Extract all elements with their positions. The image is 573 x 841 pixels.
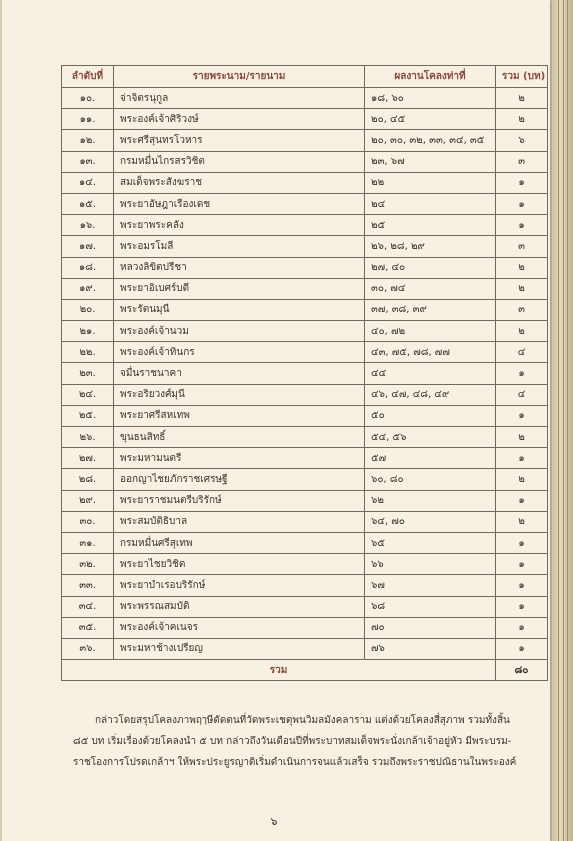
table-row [62,554,548,575]
row-name: พระองค์เจ้าคเนจร [114,617,365,638]
row-total: ๑ [496,554,548,575]
row-total: ๔ [496,384,548,405]
total-label: รวม [62,660,496,681]
row-total: ๑ [496,405,548,426]
header-order: ลำดับที่ [62,66,114,88]
row-total: ๒ [496,109,548,130]
row-total: ๒ [496,427,548,448]
row-order: ๑๗. [62,236,114,257]
row-order: ๓๐. [62,511,114,532]
table-row [62,88,548,109]
table-row [62,342,548,363]
table-row [62,193,548,214]
row-name: ออกญาไชยภักราชเศรษฐี [114,469,365,490]
row-name: พระสมบัติธิบาล [114,511,365,532]
row-poems: ๔๖, ๔๗, ๔๘, ๔๙ [365,384,496,405]
row-name: พระยาราชมนตรีบริรักษ์ [114,490,365,511]
row-name: พระพรรณสมบัติ [114,596,365,617]
row-name: พระยาบำเรอบริรักษ์ [114,575,365,596]
row-name: พระรัตนมุนี [114,299,365,320]
table-row [62,511,548,532]
page-number: ๖ [270,815,278,828]
header-total: รวม (บท) [496,66,548,88]
table-row [62,617,548,638]
table-row [62,448,548,469]
row-poems: ๔๐, ๗๒ [365,321,496,342]
row-name: พระอริยวงศ์มุนี [114,384,365,405]
row-poems: ๖๗ [365,575,496,596]
row-order: ๒๖. [62,427,114,448]
row-name: พระยาอัษฎาเรืองเดช [114,193,365,214]
row-total: ๒ [496,88,548,109]
row-total: ๑ [496,638,548,659]
paragraph-line: กล่าวโดยสรุปโคลงภาพฤๅษีดัดตนที่วัดพระเชตุพนวิมลมังคลาราม แต่งด้วยโคลงสี่สุภาพ รวมทั้งสิ้น [95,715,510,726]
row-poems: ๒๒ [365,172,496,193]
row-name: พระองค์เจ้าทินกร [114,342,365,363]
row-order: ๓๑. [62,532,114,553]
row-order: ๒๗. [62,448,114,469]
table-row [62,490,548,511]
row-poems: ๕๗ [365,448,496,469]
row-name: สมเด็จพระสังฆราช [114,172,365,193]
row-poems: ๒๓, ๖๗ [365,151,496,172]
row-total: ๑ [496,575,548,596]
row-poems: ๒๕ [365,215,496,236]
row-total: ๑ [496,532,548,553]
table-row [62,596,548,617]
row-order: ๒๐. [62,299,114,320]
row-poems: ๖๕ [365,532,496,553]
row-poems: ๒๔ [365,193,496,214]
row-poems: ๗๐ [365,617,496,638]
paragraph-line: ๘๕ บท เริ่มเรื่องด้วยโคลงนำ ๕ บท กล่าวถึงวันเดือนปีที่พระบาทสมเด็จพระนั่งเกล้าเจ้าอยู่หัว มีพระบรม- [73,736,512,747]
table-row [62,257,548,278]
row-name: พระอมรโมลี [114,236,365,257]
row-total: ๑ [496,617,548,638]
row-order: ๒๘. [62,469,114,490]
row-order: ๓๖. [62,638,114,659]
row-order: ๓๔. [62,596,114,617]
row-total: ๓ [496,236,548,257]
row-name: ขุนธนสิทธิ์ [114,427,365,448]
row-order: ๓๒. [62,554,114,575]
row-order: ๑๐. [62,88,114,109]
row-name: พระศรีสุนทรโวหาร [114,130,365,151]
table-row [62,236,548,257]
row-name: จ่าจิตรนุกูล [114,88,365,109]
row-total: ๑ [496,215,548,236]
table-row [62,321,548,342]
row-total: ๑ [496,363,548,384]
row-poems: ๖๔, ๗๐ [365,511,496,532]
row-poems: ๓๐, ๗๔ [365,278,496,299]
row-poems: ๔๔ [365,363,496,384]
table-row [62,130,548,151]
row-name: จมื่นราชนาคา [114,363,365,384]
table-total-row [62,660,548,681]
row-poems: ๖๖ [365,554,496,575]
table-header-row [62,66,548,88]
row-order: ๒๓. [62,363,114,384]
row-order: ๑๓. [62,151,114,172]
row-poems: ๒๖, ๒๘, ๒๙ [365,236,496,257]
table-row [62,427,548,448]
row-order: ๒๔. [62,384,114,405]
row-poems: ๖๒ [365,490,496,511]
row-poems: ๒๐, ๔๕ [365,109,496,130]
row-name: กรมหมื่นไกรสรวิชิต [114,151,365,172]
row-poems: ๑๘, ๖๐ [365,88,496,109]
row-total: ๑ [496,596,548,617]
row-order: ๑๔. [62,172,114,193]
table-row [62,109,548,130]
table-row [62,532,548,553]
table-row [62,172,548,193]
row-poems: ๖๘ [365,596,496,617]
table-row [62,299,548,320]
row-total: ๒ [496,321,548,342]
header-poems: ผลงานโคลงท่าที่ [365,66,496,88]
row-name: พระมหามนตรี [114,448,365,469]
row-poems: ๗๖ [365,638,496,659]
row-order: ๑๙. [62,278,114,299]
row-name: พระองค์เจ้าศิริวงษ์ [114,109,365,130]
row-name: พระยาไชยวิชิต [114,554,365,575]
row-poems: ๕๔, ๕๖ [365,427,496,448]
row-total: ๑ [496,193,548,214]
row-name: พระยาศรีสหเทพ [114,405,365,426]
table-row [62,363,548,384]
row-order: ๒๒. [62,342,114,363]
row-order: ๒๕. [62,405,114,426]
table-row [62,278,548,299]
row-total: ๒ [496,511,548,532]
book-page-edge [552,0,573,841]
row-total: ๖ [496,130,548,151]
row-poems: ๖๐, ๘๐ [365,469,496,490]
row-total: ๒ [496,257,548,278]
row-total: ๑ [496,448,548,469]
row-order: ๑๑. [62,109,114,130]
total-value: ๘๐ [496,660,548,681]
row-total: ๔ [496,342,548,363]
table-row [62,384,548,405]
row-poems: ๓๗, ๓๘, ๓๙ [365,299,496,320]
row-name: พระองค์เจ้านวม [114,321,365,342]
row-order: ๑๕. [62,193,114,214]
row-total: ๑ [496,172,548,193]
table-row [62,151,548,172]
row-total: ๑ [496,490,548,511]
row-name: หลวงลิขิตปรีชา [114,257,365,278]
row-name: กรมหมื่นศรีสุเทพ [114,532,365,553]
row-poems: ๔๓, ๗๕, ๗๘, ๗๗ [365,342,496,363]
row-poems: ๒๗, ๔๐ [365,257,496,278]
row-order: ๓๕. [62,617,114,638]
summary-paragraph [73,710,543,773]
row-order: ๑๒. [62,130,114,151]
table-row [62,575,548,596]
row-poems: ๒๐, ๓๐, ๓๒, ๓๓, ๓๔, ๓๕ [365,130,496,151]
paragraph-line: ราชโองการโปรดเกล้าฯ ให้พระประยูรญาติเริ่มดำเนินการจนแล้วเสร็จ รวมถึงพระราชปณิธานในพระองค์ [73,757,517,768]
row-total: ๒ [496,469,548,490]
table-row [62,215,548,236]
row-total: ๓ [496,151,548,172]
poem-authors-table [61,65,548,681]
row-name: พระมหาช้างเปรียญ [114,638,365,659]
row-name: พระยาอิเบศร์บดี [114,278,365,299]
row-order: ๒๑. [62,321,114,342]
header-name: รายพระนาม/รายนาม [114,66,365,88]
table-row [62,638,548,659]
row-poems: ๕๐ [365,405,496,426]
row-total: ๓ [496,299,548,320]
table-row [62,469,548,490]
row-order: ๒๙. [62,490,114,511]
row-order: ๓๓. [62,575,114,596]
row-name: พระยาพระคลัง [114,215,365,236]
row-total: ๒ [496,278,548,299]
table-row [62,405,548,426]
row-order: ๑๘. [62,257,114,278]
row-order: ๑๖. [62,215,114,236]
